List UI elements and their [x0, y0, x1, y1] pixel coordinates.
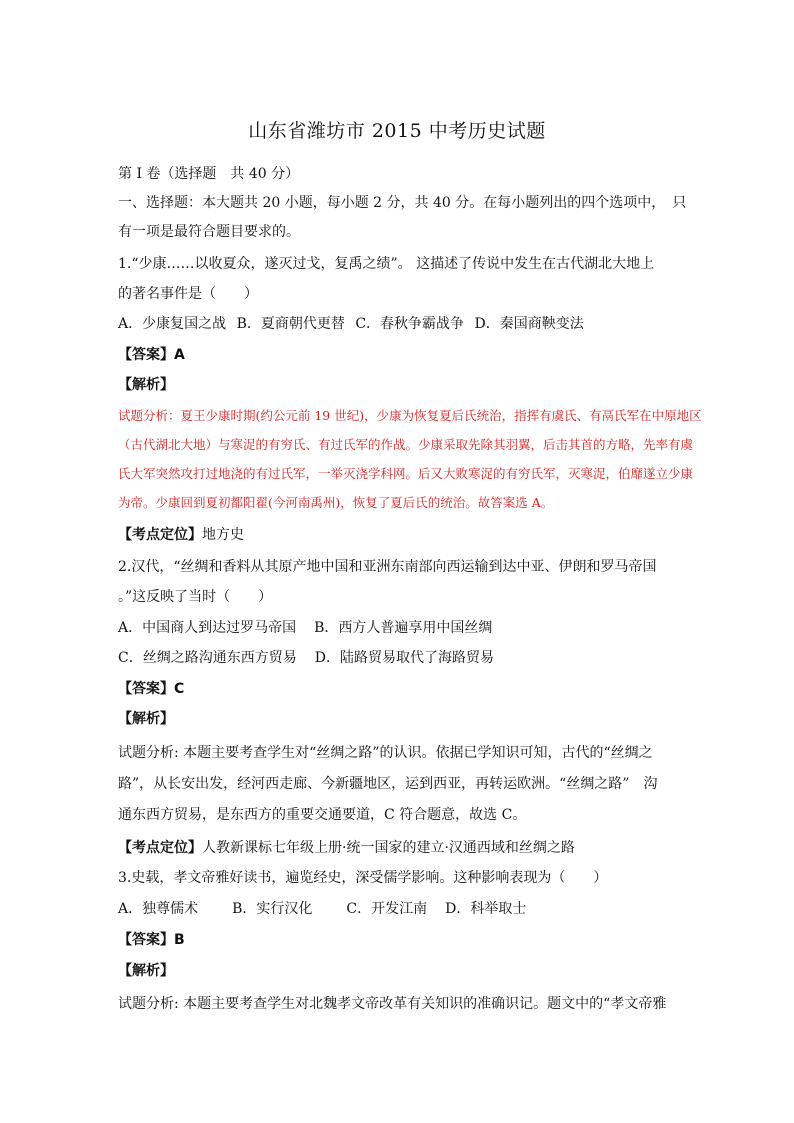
q2-option-c: C．丝绸之路沟通东西方贸易 — [118, 650, 297, 666]
q3-analysis-line-1: 试题分析: 本题主要考查学生对北魏孝文帝改革有关知识的准确识记。题文中的“孝文帝雅 — [118, 996, 667, 1012]
q1-analysis-label: 【解析】 — [118, 377, 174, 393]
q1-stem-line-2: 的著名事件是（ ） — [118, 286, 258, 302]
q2-options-row-2 — [118, 648, 688, 668]
q2-answer: 【答案】C — [118, 681, 185, 697]
q1-option-d: D．秦国商鞅变法 — [474, 316, 584, 332]
q2-option-b: B．西方人普遍享用中国丝绸 — [314, 620, 493, 636]
section-heading: 第 I 卷（选择题 共 40 分） — [118, 166, 300, 182]
q3-answer: 【答案】B — [118, 932, 185, 948]
q3-option-a: A．独尊儒术 — [118, 901, 199, 917]
q3-option-d: D．科举取士 — [445, 901, 527, 917]
q2-analysis-line-2: 路”，从长安出发，经河西走廊、今新疆地区，运到西亚，再转运欧洲。“丝绸之路” 沟 — [118, 776, 658, 792]
q1-option-c: C．春秋争霸战争 — [355, 316, 465, 332]
q1-analysis-line-3: 氏大军突然攻打过地浇的有过氏军，一举灭浇学科网。后又大败寒浞的有穷氏军，灭寒浞，伯靡遂立少康 — [118, 466, 694, 481]
q1-analysis-line-1: 试题分析：夏王少康时期(约公元前 19 世纪)，少康为恢复夏后氏统治，指挥有虞氏、有鬲氏军在中原地区 — [118, 408, 702, 423]
q2-analysis-line-1: 试题分析: 本题主要考查学生对“丝绸之路”的认识。依据已学知识可知，古代的“丝绸之 — [118, 745, 653, 761]
q2-option-a: A．中国商人到达过罗马帝国 — [118, 620, 297, 636]
q3-option-b: B．实行汉化 — [232, 901, 313, 917]
q1-knowledge-point-value: 地方史 — [202, 527, 244, 543]
q2-answer-value: C — [174, 681, 185, 697]
q2-analysis-line-3: 通东西方贸易，是东西方的重要交通要道，C 符合题意，故选 C。 — [118, 807, 527, 823]
q1-analysis-line-4: 为帝。少康回到夏初都阳翟(今河南禹州)，恢复了夏后氏的统治。故答案选 A。 — [118, 495, 554, 510]
q3-answer-value: B — [174, 932, 185, 948]
q2-knowledge-point: 【考点定位】人教新课标七年级上册·统一国家的建立·汉通西域和丝绸之路 — [118, 840, 575, 856]
instructions-line-1: 一、选择题：本大题共 20 小题，每小题 2 分，共 40 分。在每小题列出的四个选项中， 只 — [118, 195, 687, 211]
q1-knowledge-point: 【考点定位】地方史 — [118, 527, 244, 543]
q3-analysis-label: 【解析】 — [118, 963, 174, 979]
document-title: 山东省潍坊市 2015 中考历史试题 — [248, 120, 546, 142]
instructions-line-2: 有一项是最符合题目要求的。 — [118, 224, 300, 240]
q3-options — [118, 899, 688, 919]
q2-option-d: D．陆路贸易取代了海路贸易 — [314, 650, 494, 666]
q2-knowledge-point-value: 人教新课标七年级上册·统一国家的建立·汉通西域和丝绸之路 — [202, 840, 575, 856]
q1-answer-value: A — [174, 347, 185, 363]
q2-stem-line-2: 。”这反映了当时（ ） — [118, 589, 273, 605]
q1-option-b: B．夏商朝代更替 — [236, 316, 345, 332]
q1-analysis-line-2: （古代湖北大地）与寒浞的有穷氏、有过氏军的作战。少康采取先除其羽翼，后击其首的方略，先率有虞 — [118, 437, 694, 452]
q1-answer: 【答案】A — [118, 347, 185, 363]
q1-option-a: A．少康复国之战 — [118, 316, 227, 332]
q2-stem-line-1: 2.汉代，“丝绸和香料从其原产地中国和亚洲东南部向西运输到达中亚、伊朗和罗马帝国 — [118, 559, 657, 575]
q1-options — [118, 314, 688, 334]
q1-stem-line-1: 1.“少康……以收夏众，遂灭过戈，复禹之绩”。 这描述了传说中发生在古代湖北大地上 — [118, 256, 655, 272]
q3-option-c: C．开发江南 — [346, 901, 428, 917]
q2-options-row-1 — [118, 618, 688, 638]
q3-stem: 3.史载，孝文帝雅好读书，遍览经史，深受儒学影响。这种影响表现为（ ） — [118, 870, 608, 886]
q2-analysis-label: 【解析】 — [118, 711, 174, 727]
